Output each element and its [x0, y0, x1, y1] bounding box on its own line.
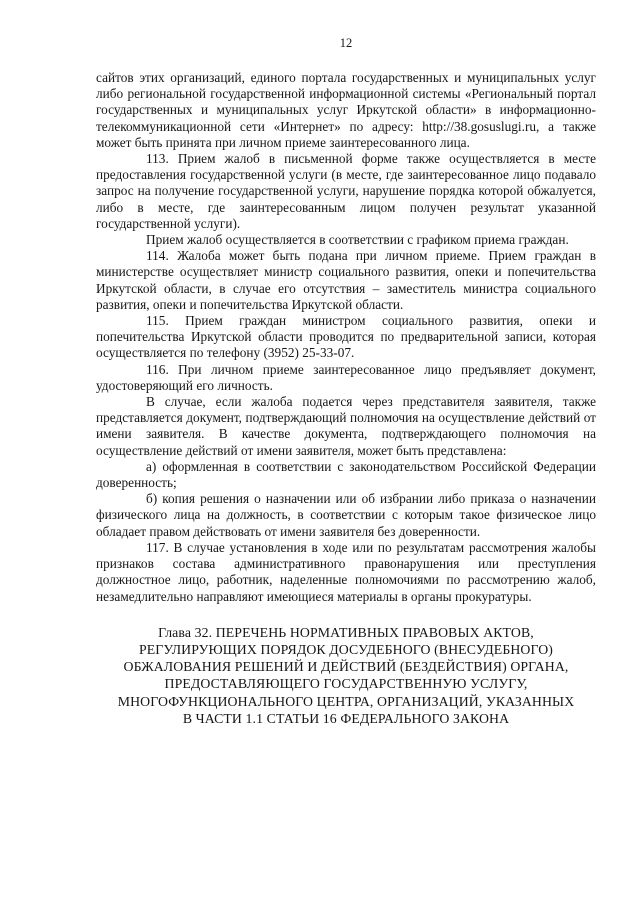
- chapter-heading-line: Глава 32. ПЕРЕЧЕНЬ НОРМАТИВНЫХ ПРАВОВЫХ АКТОВ,: [158, 624, 534, 640]
- document-body: [96, 70, 596, 605]
- paragraph-reception-schedule: Прием жалоб осуществляется в соответствии с графиком приема граждан.: [146, 232, 569, 248]
- paragraph-item-b: б) копия решения о назначении или об избрании либо приказа о назначении физического лица на должность, в соответствии с которым такое физическое лицо обладает правом действовать от имени заявителя без доверенности.: [96, 491, 596, 539]
- paragraph-117: 117. В случае установления в ходе или по результатам рассмотрения жалобы признаков состава административного правонарушения или преступления должностное лицо, работник, наделенные полномочиями по рассмотрению жалоб, незамедлительно направляют имеющиеся материалы в органы прокуратуры.: [96, 539, 596, 604]
- paragraph-representative: В случае, если жалоба подается через представителя заявителя, также представляется документ, подтверждающий полномочия на осуществление действий от имени заявителя. В качестве документа, подтверждающего полномочия на осуществление действий от имени заявителя, может быть представлена:: [96, 394, 596, 458]
- paragraph-116: 116. При личном приеме заинтересованное лицо предъявляет документ, удостоверяющий его личность.: [96, 361, 596, 393]
- chapter-heading-line: ОБЖАЛОВАНИЯ РЕШЕНИЙ И ДЕЙСТВИЙ (БЕЗДЕЙСТВИЯ) ОРГАНА,: [123, 659, 569, 675]
- paragraph-114: 114. Жалоба может быть подана при личном приеме. Прием граждан в министерстве осуществляет министр социального развития, опеки и попечительства Иркутской области, в случае его отсутствия – заместитель министра социального развития, опеки и попечительства Иркутской области.: [96, 248, 596, 312]
- chapter-heading-line: В ЧАСТИ 1.1 СТАТЬИ 16 ФЕДЕРАЛЬНОГО ЗАКОНА: [182, 710, 510, 726]
- chapter-heading-line: РЕГУЛИРУЮЩИХ ПОРЯДОК ДОСУДЕБНОГО (ВНЕСУДЕБНОГО): [139, 641, 553, 657]
- paragraph-continuation: сайтов этих организаций, единого портала государственных и муниципальных услуг либо региональной государственной информационной системы «Региональный портал государственных и муниципальных услуг Иркутской области» в информационно-телекоммуникационной сети «Интернет» по адресу: http://38.gosuslugi.ru, а также может быть принята при личном приеме заинтересованного лица.: [96, 70, 596, 150]
- chapter-heading: [96, 624, 596, 727]
- chapter-heading-line: ПРЕДОСТАВЛЯЮЩЕГО ГОСУДАРСТВЕННУЮ УСЛУГУ,: [164, 676, 528, 692]
- chapter-heading-line: МНОГОФУНКЦИОНАЛЬНОГО ЦЕНТРА, ОРГАНИЗАЦИЙ, УКАЗАННЫХ: [117, 693, 575, 709]
- document-page: [96, 36, 596, 727]
- page-number: 12: [339, 36, 353, 50]
- paragraph-115: 115. Прием граждан министром социального развития, опеки и попечительства Иркутской области проводится по предварительной записи, которая осуществляется по телефону (3952) 25-33-07.: [96, 313, 596, 361]
- paragraph-item-a: а) оформленная в соответствии с законодательством Российской Федерации доверенность;: [96, 458, 596, 491]
- paragraph-113: 113. Прием жалоб в письменной форме также осуществляется в месте предоставления государственной услуги (в месте, где заинтересованное лицо подавало запрос на получение государственной услуги, нарушение порядка которой обжалуется, либо в месте, где заинтересованным лицом получен результат указанной государственной услуги).: [96, 151, 596, 231]
